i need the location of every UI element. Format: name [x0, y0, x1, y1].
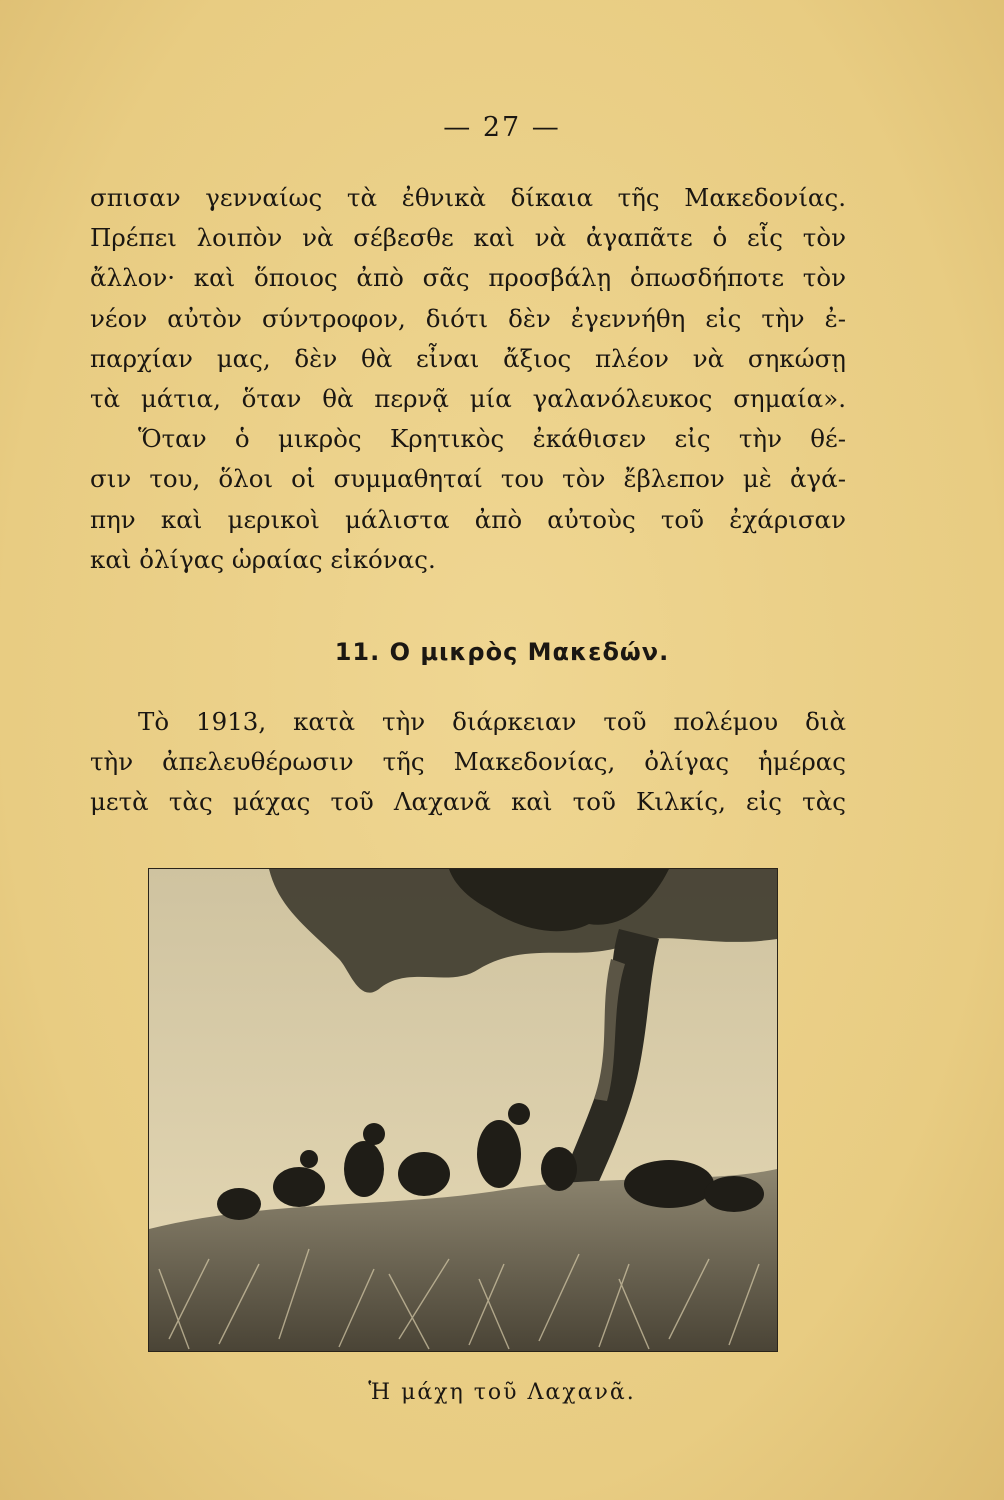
body-text-lower [90, 702, 846, 823]
text-line: παρχίαν μας, δὲν θὰ εἶναι ἄξιος πλέον νὰ σηκώσῃ [90, 343, 846, 373]
battle-scene-image [149, 869, 777, 1351]
body-text-upper [90, 178, 846, 580]
text-line: καὶ ὀλίγας ὡραίας εἰκόνας. [90, 544, 436, 574]
text-line: σιν του, ὅλοι οἱ συμμαθηταί του τὸν ἔβλεπον μὲ ἀγά- [90, 464, 846, 494]
section-heading: 11. Ο μικρὸς Μακεδών. [334, 638, 670, 666]
text-line: ἄλλον· καὶ ὅποιος ἀπὸ σᾶς προσβάλῃ ὁπωσδήποτε τὸν [90, 263, 846, 293]
text-line: νέον αὐτὸν σύντροφον, διότι δὲν ἐγεννήθη εἰς τὴν ἐ- [90, 303, 846, 333]
text-line: σπισαν γενναίως τὰ ἐθνικὰ δίκαια τῆς Μακεδονίας. [90, 183, 846, 212]
page-number: — 27 — [443, 112, 561, 143]
image-caption: Ἡ μάχη τοῦ Λαχανᾶ. [368, 1380, 636, 1405]
text-line: Ὅταν ὁ μικρὸς Κρητικὸς ἐκάθισεν εἰς τὴν θέ- [138, 424, 846, 454]
text-line: μετὰ τὰς μάχας τοῦ Λαχανᾶ καὶ τοῦ Κιλκίς, εἰς τὰς [90, 787, 846, 817]
battle-illustration [148, 868, 778, 1352]
text-line: τὰ μάτια, ὅταν θὰ περνᾷ μία γαλανόλευκος σημαία». [90, 383, 846, 413]
text-line: πην καὶ μερικοὶ μάλιστα ἀπὸ αὐτοὺς τοῦ ἐχάρισαν [90, 504, 846, 534]
text-line: Πρέπει λοιπὸν νὰ σέβεσθε καὶ νὰ ἀγαπᾶτε ὁ εἷς τὸν [90, 223, 846, 253]
text-line: Τὸ 1913, κατὰ τὴν διάρκειαν τοῦ πολέμου διὰ [138, 707, 846, 736]
text-line: τὴν ἀπελευθέρωσιν τῆς Μακεδονίας, ὀλίγας ἡμέρας [90, 747, 846, 777]
